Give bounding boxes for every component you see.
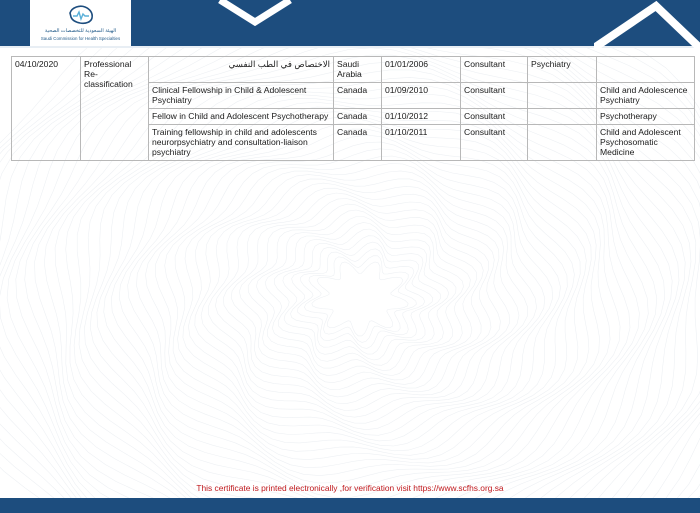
country-cell: Canada bbox=[334, 109, 382, 125]
country-cell: Canada bbox=[334, 83, 382, 109]
chevron-decoration-icon bbox=[216, 0, 294, 26]
start-date-cell: 01/10/2011 bbox=[382, 125, 461, 161]
specialty-cell: Psychiatry bbox=[528, 57, 597, 83]
subspecialty-cell: Psychotherapy bbox=[597, 109, 695, 125]
program-cell: الاختصاص في الطب النفسي bbox=[149, 57, 334, 83]
logo-text-arabic: الهيئة السعودية للتخصصات الصحية bbox=[44, 28, 117, 34]
program-cell: Fellow in Child and Adolescent Psychotherapy bbox=[149, 109, 334, 125]
verification-notice: This certificate is printed electronically ,for verification visit https://www.scfhs.org.sa bbox=[196, 483, 504, 493]
level-cell: Consultant bbox=[461, 57, 528, 83]
country-cell: Canada bbox=[334, 125, 382, 161]
table-row bbox=[12, 57, 695, 83]
logo-text-english: Saudi Commission for Health Specialties bbox=[40, 36, 121, 41]
program-cell: Training fellowship in child and adolescents neurorpsychiatry and consultation-liaison psychiatry bbox=[149, 125, 334, 161]
record-type: Professional Re-classification bbox=[81, 57, 149, 161]
specialty-cell bbox=[528, 109, 597, 125]
start-date-cell: 01/10/2012 bbox=[382, 109, 461, 125]
scfhs-logo bbox=[30, 0, 131, 46]
subspecialty-cell: Child and Adolescence Psychiatry bbox=[597, 83, 695, 109]
specialty-cell bbox=[528, 83, 597, 109]
level-cell: Consultant bbox=[461, 109, 528, 125]
map-emblem-icon bbox=[66, 4, 96, 26]
level-cell: Consultant bbox=[461, 125, 528, 161]
chevron-corner-icon bbox=[594, 0, 700, 48]
level-cell: Consultant bbox=[461, 83, 528, 109]
start-date-cell: 01/01/2006 bbox=[382, 57, 461, 83]
program-cell: Clinical Fellowship in Child & Adolescent Psychiatry bbox=[149, 83, 334, 109]
country-cell: Saudi Arabia bbox=[334, 57, 382, 83]
subspecialty-cell bbox=[597, 57, 695, 83]
start-date-cell: 01/09/2010 bbox=[382, 83, 461, 109]
specialty-cell bbox=[528, 125, 597, 161]
subspecialty-cell: Child and Adolescent Psychosomatic Medicine bbox=[597, 125, 695, 161]
record-date: 04/10/2020 bbox=[12, 57, 81, 161]
footer-band bbox=[0, 498, 700, 513]
records-table bbox=[11, 56, 695, 161]
